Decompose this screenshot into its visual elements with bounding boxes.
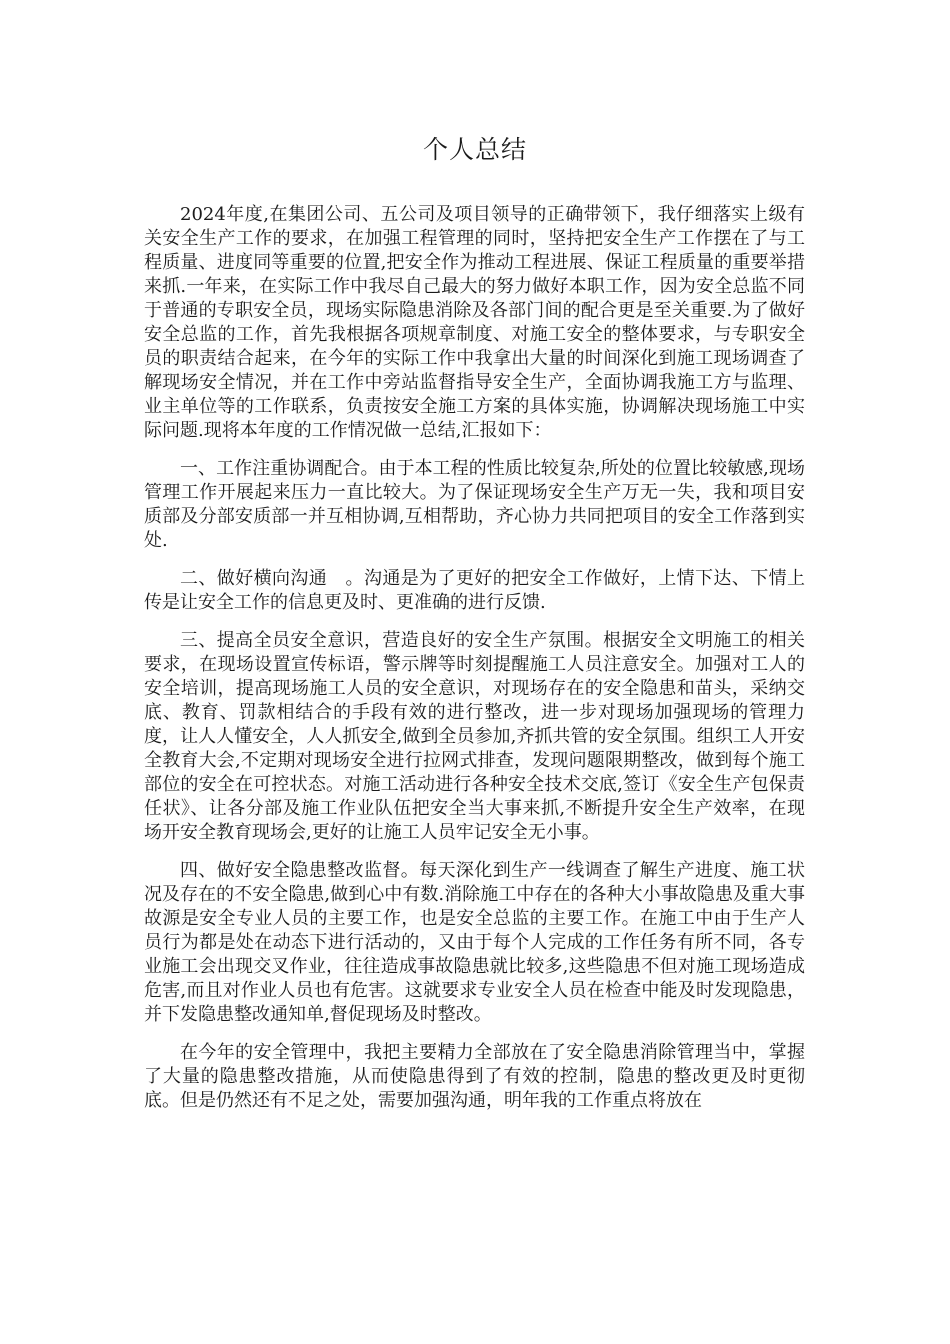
paragraph-coordination: 一、工作注重协调配合。由于本工程的性质比较复杂,所处的位置比较敏感,现场管理工作开展起来压力一直比较大。为了保证现场安全生产万无一失，我和项目安质部及分部安质部一并互相协调,互相帮助，齐心协力共同把项目的安全工作落到实处.	[144, 458, 805, 551]
paragraph-intro: 2024年度,在集团公司、五公司及项目领导的正确带领下，我仔细落实上级有关安全生产工作的要求，在加强工程管理的同时，坚持把安全生产工作摆在了与工程质量、进度同等重要的位置,把安全作为推动工程进展、保证工程质量的重要举措来抓.一年来，在实际工作中我尽自己最大的努力做好本职工作，因为安全总监不同于普通的专职安全员，现场实际隐患消除及各部门间的配合更是至关重要.为了做好安全总监的工作，首先我根据各项规章制度、对施工安全的整体要求，与专职安全员的职责结合起来，在今年的实际工作中我拿出大量的时间深化到施工现场调查了解现场安全情况，并在工作中旁站监督指导安全生产，全面协调我施工方与监理、业主单位等的工作联系，负责按安全施工方案的具体实施，协调解决现场施工中实际问题.现将本年度的工作情况做一总结,汇报如下：	[144, 204, 805, 441]
paragraph-safety-awareness: 三、提高全员安全意识，营造良好的安全生产氛围。根据安全文明施工的相关要求，在现场设置宣传标语，警示牌等时刻提醒施工人员注意安全。加强对工人的安全培训，提高现场施工人员的安全意识，对现场存在的安全隐患和苗头，采纳交底、教育、罚款相结合的手段有效的进行整改，进一步对现场加强现场的管理力度，让人人懂安全，人人抓安全,做到全员参加,齐抓共管的安全氛围。组织工人开安全教育大会,不定期对现场安全进行拉网式排查，发现问题限期整改，做到每个施工部位的安全在可控状态。对施工活动进行各种安全技术交底,签订《安全生产包保责任状》、让各分部及施工作业队伍把安全当大事来抓,不断提升安全生产效率，在现场开安全教育现场会,更好的让施工人员牢记安全无小事。	[144, 630, 805, 843]
document-body	[144, 203, 805, 1127]
paragraph-hazard-rectification: 四、做好安全隐患整改监督。每天深化到生产一线调查了解生产进度、施工状况及存在的不安全隐患,做到心中有数.消除施工中存在的各种大小事故隐患及重大事故源是安全专业人员的主要工作，也是安全总监的主要工作。在施工中由于生产人员行为都是处在动态下进行活动的，又由于每个人完成的工作任务有所不同，各专业施工会出现交叉作业，往往造成事故隐患就比较多,这些隐患不但对施工现场造成危害,而且对作业人员也有危害。这就要求专业安全人员在检查中能及时发现隐患，并下发隐患整改通知单,督促现场及时整改。	[144, 860, 805, 1025]
paragraph-conclusion: 在今年的安全管理中，我把主要精力全部放在了安全隐患消除管理当中，掌握了大量的隐患整改措施，从而使隐患得到了有效的控制，隐患的整改更及时更彻底。但是仍然还有不足之处，需要加强沟通，明年我的工作重点将放在	[144, 1042, 805, 1111]
paragraph-communication: 二、做好横向沟通 。沟通是为了更好的把安全工作做好，上情下达、下情上传是让安全工作的信息更及时、更准确的进行反馈.	[144, 568, 805, 613]
document-title: 个人总结	[422, 135, 527, 164]
